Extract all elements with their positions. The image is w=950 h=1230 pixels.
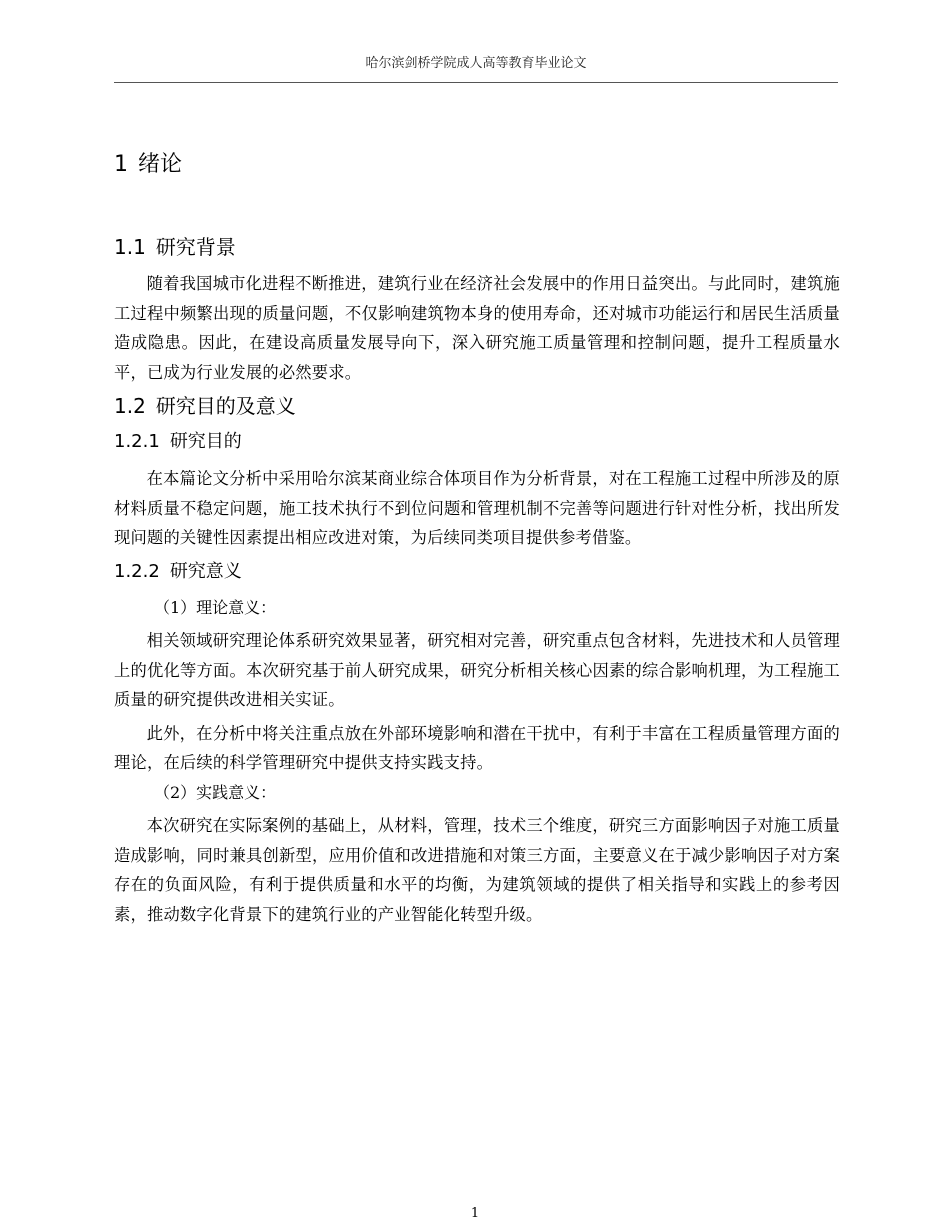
section-number: 1.1: [114, 235, 146, 259]
section-heading-1-1: [114, 232, 840, 262]
section-title: 研究目的及意义: [155, 394, 296, 418]
subsection-number: 1.2.1: [114, 431, 160, 452]
document-body: [114, 140, 840, 929]
paragraph-research-background: 随着我国城市化进程不断推进，建筑行业在经济社会发展中的作用日益突出。与此同时，建筑施工过程中频繁出现的质量问题，不仅影响建筑物本身的使用寿命，还对城市功能运行和居民生活质量造成隐患。因此，在建设高质量发展导向下，深入研究施工质量管理和控制问题，提升工程质量水平，已成为行业发展的必然要求。: [114, 274, 840, 382]
chapter-number: 1: [114, 152, 128, 177]
subsection-heading-1-2-1: [114, 427, 840, 457]
subsection-title: 研究目的: [169, 431, 242, 452]
section-heading-1-2: [114, 391, 840, 421]
header-divider: [114, 82, 838, 83]
subsection-heading-1-2-2: [114, 557, 840, 587]
subsection-title: 研究意义: [169, 560, 242, 582]
page-number: 1: [470, 1206, 480, 1221]
paragraph-theory-significance-2: 此外，在分析中将关注重点放在外部环境影响和潜在干扰中，有利于丰富在工程质量管理方面的理论，在后续的科学管理研究中提供支持实践支持。: [114, 723, 840, 772]
paragraph-research-purpose: 在本篇论文分析中采用哈尔滨某商业综合体项目作为分析背景，对在工程施工过程中所涉及的原材料质量不稳定问题，施工技术执行不到位问题和管理机制不完善等问题进行针对性分析，找出所发现问题的关键性因素提出相应改进对策，为后续同类项目提供参考借鉴。: [114, 469, 840, 547]
chapter-heading: [114, 150, 840, 180]
paragraph-practice-significance: 本次研究在实际案例的基础上，从材料，管理，技术三个维度，研究三方面影响因子对施工质量造成影响，同时兼具创新型，应用价值和改进措施和对策三方面，主要意义在于减少影响因子对方案存在的负面风险，有利于提供质量和水平的均衡，为建筑领域的提供了相关指导和实践上的参考因素，推动数字化背景下的建筑行业的产业智能化转型升级。: [114, 816, 840, 924]
running-header: 哈尔滨剑桥学院成人高等教育毕业论文: [365, 56, 587, 71]
subsection-number: 1.2.2: [114, 560, 160, 582]
section-title: 研究背景: [155, 235, 236, 259]
theory-significance-label: （1）理论意义：: [154, 597, 277, 617]
paragraph-theory-significance-1: 相关领域研究理论体系研究效果显著，研究相对完善，研究重点包含材料，先进技术和人员管理上的优化等方面。本次研究基于前人研究成果，研究分析相关核心因素的综合影响机理，为工程施工质量的研究提供改进相关实证。: [114, 631, 840, 709]
section-number: 1.2: [114, 394, 146, 418]
chapter-title: 绪论: [138, 152, 183, 177]
practice-significance-label: （2）实践意义：: [154, 782, 277, 802]
